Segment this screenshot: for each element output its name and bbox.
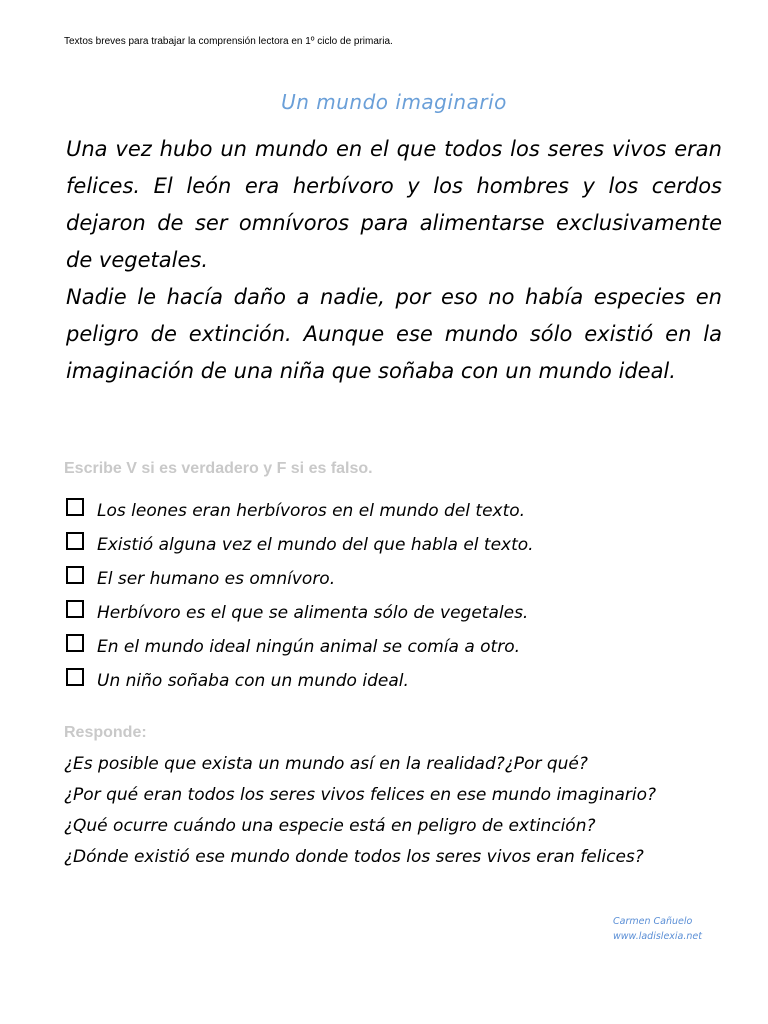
question-text: ¿Dónde existió ese mundo donde todos los seres vivos eran felices? — [64, 847, 644, 867]
list-item — [66, 494, 726, 528]
true-false-heading: Escribe V si es verdadero y F si es falso. — [64, 460, 373, 477]
story-paragraph-2: Nadie le hacía daño a nadie, por eso no había especies en peligro de extinción. Aunque ese mundo sólo existió en la imaginación de una niña que soñaba con un mundo ideal. — [66, 285, 722, 383]
statement-text: El ser humano es omnívoro. — [97, 569, 336, 589]
statement-text: Un niño soñaba con un mundo ideal. — [97, 671, 409, 691]
list-item — [66, 596, 726, 630]
questions-list — [64, 749, 734, 873]
header-note: Textos breves para trabajar la comprensión lectora en 1º ciclo de primaria. — [64, 36, 393, 47]
author-name: Carmen Cañuelo — [613, 916, 693, 927]
checkbox[interactable] — [66, 532, 84, 550]
question-text: ¿Por qué eran todos los seres vivos felices en ese mundo imaginario? — [64, 785, 656, 805]
statement-text: Los leones eran herbívoros en el mundo del texto. — [97, 501, 526, 521]
question-text: ¿Qué ocurre cuándo una especie está en peligro de extinción? — [64, 816, 596, 836]
author-credit — [613, 914, 702, 944]
checkbox[interactable] — [66, 634, 84, 652]
list-item — [66, 664, 726, 698]
checkbox[interactable] — [66, 600, 84, 618]
page-title: Un mundo imaginario — [281, 90, 507, 114]
responde-heading: Responde: — [64, 724, 147, 741]
list-item — [66, 630, 726, 664]
checkbox[interactable] — [66, 668, 84, 686]
list-item — [66, 528, 726, 562]
author-site: www.ladislexia.net — [613, 931, 702, 942]
statement-text: Existió alguna vez el mundo del que habla el texto. — [97, 535, 534, 555]
statement-text: Herbívoro es el que se alimenta sólo de vegetales. — [97, 603, 529, 623]
question-text: ¿Es posible que exista un mundo así en la realidad?¿Por qué? — [64, 754, 588, 774]
checkbox[interactable] — [66, 566, 84, 584]
statement-text: En el mundo ideal ningún animal se comía a otro. — [97, 637, 521, 657]
checkbox[interactable] — [66, 498, 84, 516]
story-paragraph-1: Una vez hubo un mundo en el que todos los seres vivos eran felices. El león era herbívoro y los hombres y los cerdos dejaron de ser omnívoros para alimentarse exclusivamente de vegetales. — [66, 137, 722, 272]
story-text — [66, 131, 722, 390]
list-item — [66, 562, 726, 596]
true-false-list — [66, 494, 726, 698]
